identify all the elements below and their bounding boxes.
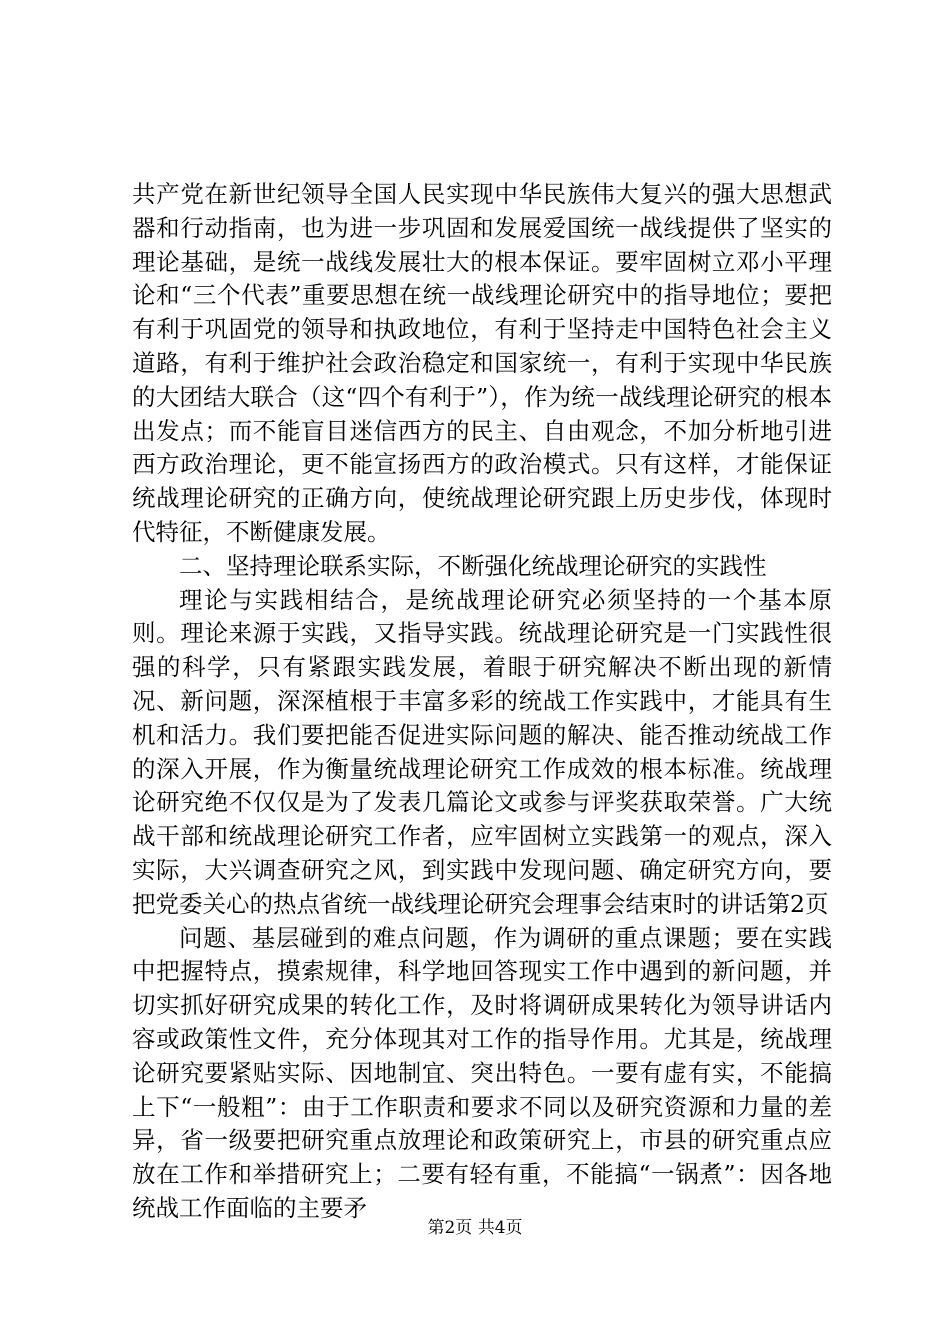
document-body — [132, 178, 832, 1226]
paragraph-practice: 理论与实践相结合，是统战理论研究必须坚持的一个基本原则。理论来源于实践，又指导实践。统战理论研究是一门实践性很强的科学，只有紧跟实践发展，着眼于研究解决不断出现的新情况、新问题，深深植根于丰富多彩的统战工作实践中，才能具有生机和活力。我们要把能否促进实际问题的解决、能否推动统战工作的深入开展，作为衡量统战理论研究工作成效的根本标准。统战理论研究绝不仅仅是为了发表几篇论文或参与评奖获取荣誉。广大统战干部和统战理论研究工作者，应牢固树立实践第一的观点，深入实际，大兴调查研究之风，到实践中发现问题、确定研究方向，要把党委关心的热点省统一战线理论研究会理事会结束时的讲话第2页 — [132, 585, 832, 918]
paragraph-continuation: 共产党在新世纪领导全国人民实现中华民族伟大复兴的强大思想武器和行动指南，也为进一步巩固和发展爱国统一战线提供了坚实的理论基础，是统一战线发展壮大的根本保证。要牢固树立邓小平理论和“三个代表”重要思想在统一战线理论研究中的指导地位；要把有利于巩固党的领导和执政地位，有利于坚持走中国特色社会主义道路，有利于维护社会政治稳定和国家统一，有利于实现中华民族的大团结大联合（这“四个有利于”），作为统一战线理论研究的根本出发点；而不能盲目迷信西方的民主、自由观念，不加分析地引进西方政治理论，更不能宣扬西方的政治模式。只有这样，才能保证统战理论研究的正确方向，使统战理论研究跟上历史步伐，体现时代特征，不断健康发展。 — [132, 180, 832, 546]
paragraph-problems: 问题、基层碰到的难点问题，作为调研的重点课题；要在实践中把握特点，摸索规律，科学地回答现实工作中遇到的新问题，并切实抓好研究成果的转化工作，及时将调研成果转化为领导讲话内容或政策性文件，充分体现其对工作的指导作用。尤其是，统战理论研究要紧贴实际、因地制宜、突出特色。一要有虚有实，不能搞上下“一般粗”：由于工作职责和要求不同以及研究资源和力量的差异，省一级要把研究重点放理论和政策研究上，市县的研究重点应放在工作和举措研究上；二要有轻有重，不能搞“一锅煮”：因各地统战工作面临的主要矛 — [132, 923, 832, 1222]
section-heading: 二、坚持理论联系实际，不断强化统战理论研究的实践性 — [179, 551, 767, 580]
page-footer: 第2页 共4页 — [427, 1218, 523, 1238]
